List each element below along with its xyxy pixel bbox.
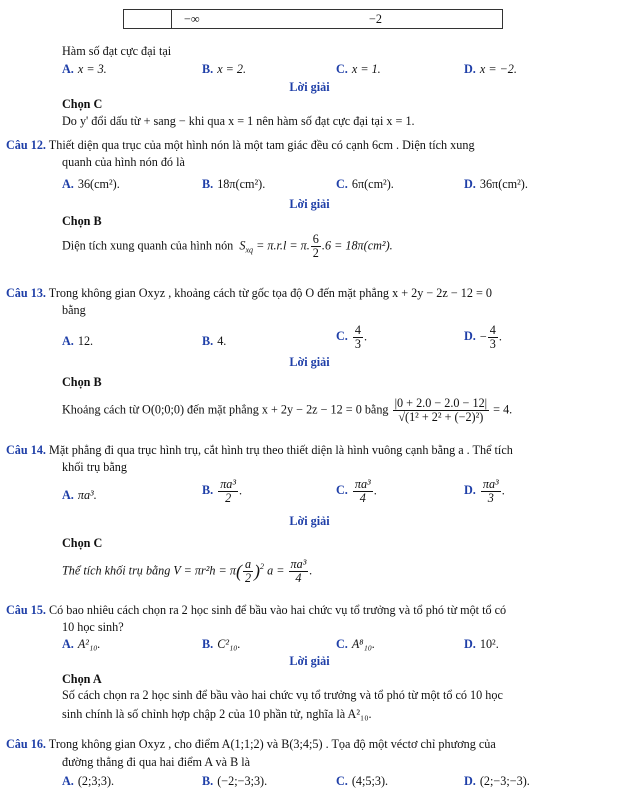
q15-option-a[interactable]: A. A²₁₀. bbox=[62, 637, 101, 651]
q14-option-a[interactable]: A. πa³. bbox=[62, 488, 97, 502]
q14-option-d[interactable]: D. $\frac{\text{πa³}}{3}$ . bbox=[464, 477, 505, 505]
table-minus-two: −2 bbox=[369, 12, 382, 26]
q14-options bbox=[62, 477, 582, 505]
q13-stem-line2: bằng bbox=[62, 303, 86, 317]
q12-option-c[interactable]: C. 6π(cm²). bbox=[336, 177, 394, 191]
q16-label: Câu 16. bbox=[6, 737, 46, 751]
q16-stem-line1: Câu 16. Trong không gian Oxyz , cho điểm A(1;1;2) và B(3;4;5) . Tọa độ một véctơ chỉ phương của bbox=[6, 737, 496, 751]
q13-explanation: Khoảng cách từ O(0;0;0) đến mặt phẳng x + 2y − 2z − 12 = 0 bằng $\frac{|0 + 2.0 - 2.0 - 12|}{\text{√(1² + 2² + (−2)²)}}$ = 4. bbox=[62, 396, 513, 424]
q15-stem-line1: Câu 15. Có bao nhiêu cách chọn ra 2 học sinh để bầu vào hai chức vụ tổ trưởng và tổ phó từ một tổ có bbox=[6, 603, 507, 617]
q16-option-b[interactable]: B. (−2;−3;3). bbox=[202, 774, 268, 788]
q12-stem-line1: Câu 12. Thiết diện qua trục của một hình nón là một tam giác đều có cạnh 6cm . Diện tích xung bbox=[6, 138, 475, 152]
q12-options bbox=[62, 177, 582, 193]
q14-explanation: Thể tích khối trụ bằng V = πr²h = π( $\frac{a}{2}$ )$^2$ a = $\frac{\text{πa³}}{4}$ . bbox=[62, 557, 313, 585]
q14-label: Câu 14. bbox=[6, 443, 46, 457]
q15-explanation-line1: Số cách chọn ra 2 học sinh để bầu vào hai chức vụ tổ trưởng và tổ phó từ một tổ có 10 học bbox=[62, 688, 503, 702]
q13-option-b[interactable]: B. 4. bbox=[202, 334, 227, 348]
q15-answer: Chọn A bbox=[62, 672, 102, 686]
q12-solution-title: Lời giải bbox=[289, 197, 330, 211]
q16-option-d[interactable]: D. (2;−3;−3). bbox=[464, 774, 530, 788]
q14-stem-line1: Câu 14. Mặt phẳng đi qua trục hình trụ, cắt hình trụ theo thiết diện là hình vuông cạnh bằng a . Thể tích bbox=[6, 443, 513, 457]
q15-options bbox=[62, 637, 582, 653]
q12-option-d[interactable]: D. 36π(cm²). bbox=[464, 177, 528, 191]
q12-option-b[interactable]: B. 18π(cm²). bbox=[202, 177, 266, 191]
q11-option-b[interactable]: B. x = 2. bbox=[202, 62, 247, 76]
q14-option-c[interactable]: C. $\frac{\text{πa³}}{4}$ . bbox=[336, 477, 377, 505]
q13-solution-title: Lời giải bbox=[289, 355, 330, 369]
q13-answer: Chọn B bbox=[62, 375, 102, 389]
q12-stem-line2: quanh của hình nón đó là bbox=[62, 155, 185, 169]
q16-stem-line2: đường thẳng đi qua hai điểm A và B là bbox=[62, 755, 251, 769]
q12-explanation: Diện tích xung quanh của hình nón $S_{xq} = \pi.r.l = \pi$. $\frac{6}{2}$ .6 = 18π(cm²). bbox=[62, 232, 393, 260]
q15-explanation-line2: sinh chính là số chỉnh hợp chập 2 của 10 phần tử, nghĩa là A²₁₀. bbox=[62, 707, 372, 721]
q16-options bbox=[62, 774, 582, 790]
q13-option-a[interactable]: A. 12. bbox=[62, 334, 94, 348]
q16-option-c[interactable]: C. (4;5;3). bbox=[336, 774, 389, 788]
q14-answer: Chọn C bbox=[62, 536, 103, 550]
q13-label: Câu 13. bbox=[6, 286, 46, 300]
q11-option-c[interactable]: C. x = 1. bbox=[336, 62, 381, 76]
table-minus-infinity: −∞ bbox=[184, 12, 200, 26]
q15-option-b[interactable]: B. C²₁₀. bbox=[202, 637, 241, 651]
q14-solution-title: Lời giải bbox=[289, 514, 330, 528]
q13-stem-line1: Câu 13. Trong không gian Oxyz , khoảng cách từ gốc tọa độ O đến mặt phẳng x + 2y − 2z − 12 = 0 bbox=[6, 286, 493, 300]
q11-explanation: Do y' đổi dấu từ + sang − khi qua x = 1 nên hàm số đạt cực đại tại x = 1. bbox=[62, 114, 415, 128]
q12-fraction: $\frac{6}{2}$ bbox=[312, 232, 319, 260]
q15-option-c[interactable]: C. A⁸₁₀. bbox=[336, 637, 376, 651]
q15-stem-line2: 10 học sinh? bbox=[62, 620, 124, 634]
q13-distance-fraction: $\frac{|0 + 2.0 - 2.0 - 12|}{\text{√(1² + 2² + (−2)²)}}$ bbox=[394, 396, 488, 424]
q13-option-d[interactable]: D. − $\frac{4}{3}$ . bbox=[464, 323, 502, 351]
q12-label: Câu 12. bbox=[6, 138, 46, 152]
q11-stem: Hàm số đạt cực đại tại bbox=[62, 44, 172, 58]
q15-solution-title: Lời giải bbox=[289, 654, 330, 668]
q14-stem-line2: khối trụ bằng bbox=[62, 460, 127, 474]
q16-option-a[interactable]: A. (2;3;3). bbox=[62, 774, 115, 788]
variation-table-label-cell bbox=[124, 10, 172, 28]
q11-options bbox=[62, 62, 582, 78]
q12-answer: Chọn B bbox=[62, 214, 102, 228]
q12-option-a[interactable]: A. 36(cm²). bbox=[62, 177, 120, 191]
variation-table bbox=[123, 9, 503, 29]
q11-option-a[interactable]: A. x = 3. bbox=[62, 62, 107, 76]
q15-option-d[interactable]: D. 10². bbox=[464, 637, 499, 651]
q13-options bbox=[62, 323, 582, 351]
q13-option-c[interactable]: C. $\frac{4}{3}$ . bbox=[336, 323, 367, 351]
q15-label: Câu 15. bbox=[6, 603, 46, 617]
q11-option-d[interactable]: D. x = −2. bbox=[464, 62, 517, 76]
q11-answer: Chọn C bbox=[62, 97, 103, 111]
q14-option-b[interactable]: B. $\frac{\text{πa³}}{2}$ . bbox=[202, 477, 243, 505]
q11-solution-title: Lời giải bbox=[289, 80, 330, 94]
